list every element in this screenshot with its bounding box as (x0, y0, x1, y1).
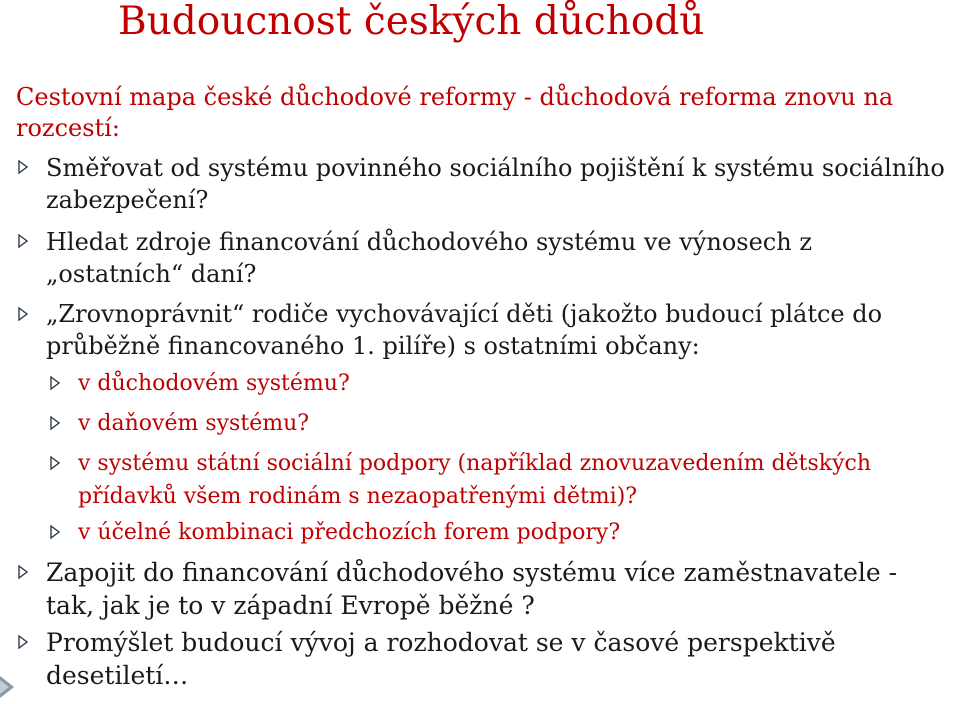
sub-list-item: v daňovém systému? (78, 411, 310, 436)
bullet-triangle-right-icon (50, 456, 60, 470)
sub-list-item: v důchodovém systému? (78, 371, 350, 396)
slide-title: Budoucnost českých důchodů (118, 0, 705, 44)
list-item: „Zrovnoprávnit“ rodiče vychovávající děti (jakožto budoucí plátce do průběžně financovaného 1. pilíře) s ostatními občany: (46, 300, 883, 360)
bullet-triangle-right-icon (18, 635, 28, 649)
bullet-triangle-right-icon (50, 376, 60, 390)
list-item: Směřovat od systému povinného sociálního pojištění k systému sociálního zabezpečení? (46, 154, 945, 214)
bullet-triangle-right-icon (18, 307, 28, 321)
bullet-triangle-right-icon (18, 160, 28, 174)
slide-corner-mark-icon (0, 674, 16, 704)
bullet-triangle-right-icon (50, 525, 60, 539)
sub-list-item: v systému státní sociální podpory (například znovuzavedením dětských přídavků všem rodinám s nezaopatřenými dětmi)? (78, 451, 871, 509)
bullet-triangle-right-icon (18, 565, 28, 579)
slide-subtitle: Cestovní mapa české důchodové reformy - důchodová reforma znovu na rozcestí: (16, 83, 894, 142)
bullet-triangle-right-icon (18, 234, 28, 248)
bullet-triangle-right-icon (50, 416, 60, 430)
list-item: Promýšlet budoucí vývoj a rozhodovat se v časové perspektivě desetiletí… (46, 628, 836, 690)
list-item: Hledat zdroje financování důchodového systému ve výnosech z „ostatních“ daní? (46, 228, 812, 288)
sub-list-item: v účelné kombinaci předchozích forem podpory? (78, 520, 621, 545)
list-item: Zapojit do financování důchodového systému více zaměstnavatele - tak, jak je to v západní Evropě běžné ? (46, 558, 898, 620)
